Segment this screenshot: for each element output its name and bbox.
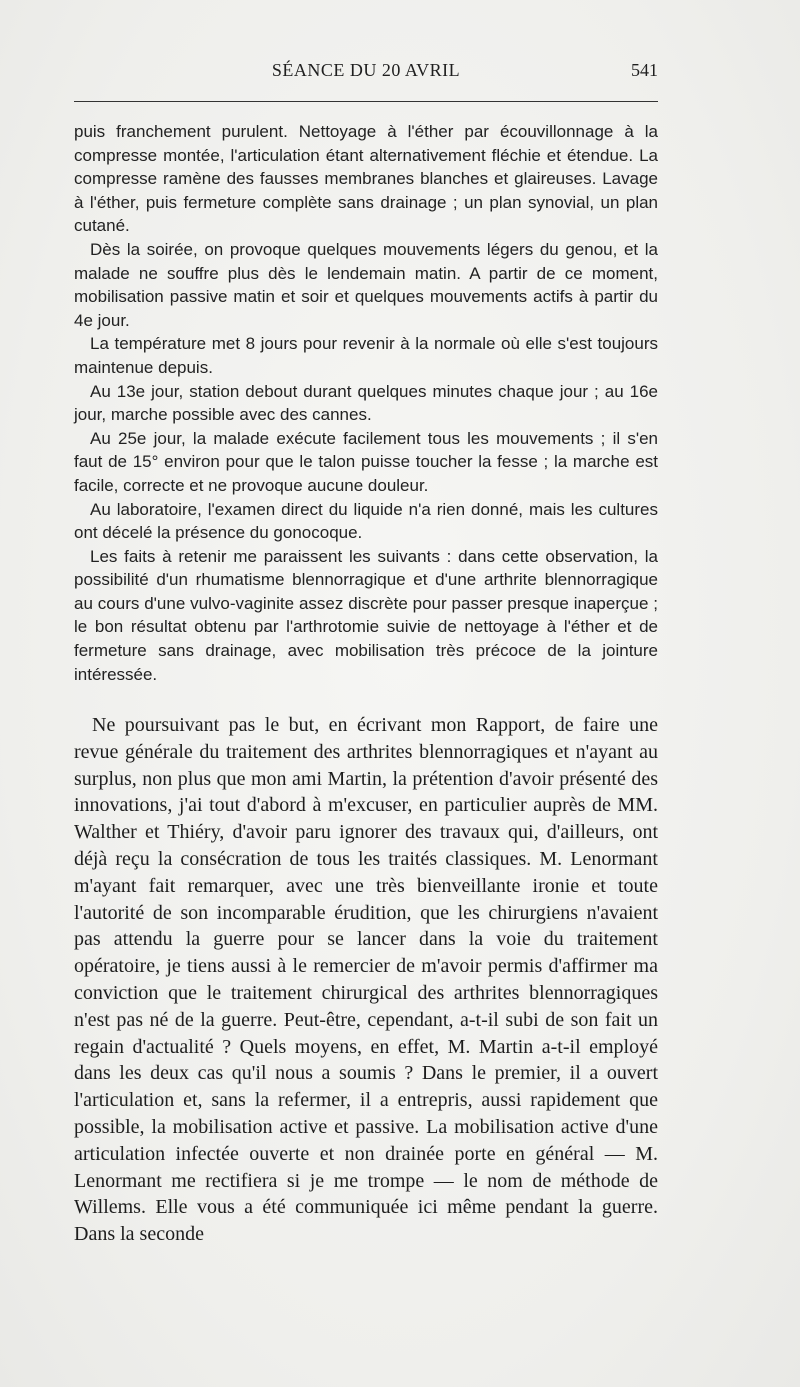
- running-head-title: SÉANCE DU 20 AVRIL: [271, 60, 461, 80]
- paragraph: Ne poursuivant pas le but, en écrivant mon Rapport, de faire une revue générale du traitement des arthrites blennorragiques et n'ayant au surplus, non plus que mon ami Martin, la prétention d'avoir présenté des innovations, j'ai tout d'abord à m'excuser, en particulier auprès de MM. Walther et Thiéry, d'avoir paru ignorer des travaux qui, d'ailleurs, ont déjà reçu la consécration de tous les traités classiques. M. Lenormant m'ayant fait remarquer, avec une très bienveillante ironie et toute l'autorité de son incomparable érudition, que les chirurgiens n'avaient pas attendu la guerre pour se lancer dans la voie du traitement opératoire, je tiens aussi à le remercier de m'avoir permis d'affirmer ma conviction que le traitement chirurgical des arthrites blennorragiques n'est pas né de la guerre. Peut-être, cependant, a-t-il subi de son fait un regain d'actualité ? Quels moyens, en effet, M. Martin a-t-il employé dans les deux cas qu'il nous a soumis ? Dans le premier, il a ouvert l'articulation et, sans la refermer, il a entrepris, aussi rapidement que possible, la mobilisation active et passive. La mobilisation active d'une articulation infectée ouverte et non drainée porte en général — M. Lenormant me rectifiera si je me trompe — le nom de méthode de Willems. Elle vous a été communiquée ici même pendant la guerre. Dans la seconde: [74, 714, 658, 1246]
- paragraph: puis franchement purulent. Nettoyage à l'éther par écouvillonnage à la compresse montée, l'articulation étant alternativement fléchie et étendue. La compresse ramène des fausses membranes blanches et glaireuses. Lavage à l'éther, puis fermeture complète sans drainage ; un plan synovial, un plan cutané.: [74, 122, 658, 236]
- discussion-text: [74, 712, 658, 1248]
- header-rule: [74, 101, 658, 102]
- observation-text: [74, 120, 658, 686]
- paragraph: Les faits à retenir me paraissent les suivants : dans cette observation, la possibilité d'un rhumatisme blennorragique et d'une arthrite blennorragique au cours d'une vulvo-vaginite assez discrète pour passer presque inaperçue ; le bon résultat obtenu par l'arthrotomie suivie de nettoyage à l'éther et de fermeture sans drainage, avec mobilisation très précoce de la jointure intéressée.: [74, 546, 658, 684]
- paragraph: Au 13e jour, station debout durant quelques minutes chaque jour ; au 16e jour, marche possible avec des cannes.: [74, 381, 658, 425]
- page-header: [74, 60, 658, 90]
- paragraph: Dès la soirée, on provoque quelques mouvements légers du genou, et la malade ne souffre plus dès le lendemain matin. A partir de ce moment, mobilisation passive matin et soir et quelques mouvements actifs à partir du 4e jour.: [74, 239, 658, 330]
- paragraph: La température met 8 jours pour revenir à la normale où elle s'est toujours maintenue depuis.: [74, 334, 658, 377]
- paragraph: Au 25e jour, la malade exécute facilement tous les mouvements ; il s'en faut de 15° environ pour que le talon puisse toucher la fesse ; la marche est facile, correcte et ne provoque aucune douleur.: [74, 428, 658, 495]
- page-number: 541: [631, 60, 658, 80]
- paragraph: Au laboratoire, l'examen direct du liquide n'a rien donné, mais les cultures ont décelé la présence du gonocoque.: [74, 499, 658, 543]
